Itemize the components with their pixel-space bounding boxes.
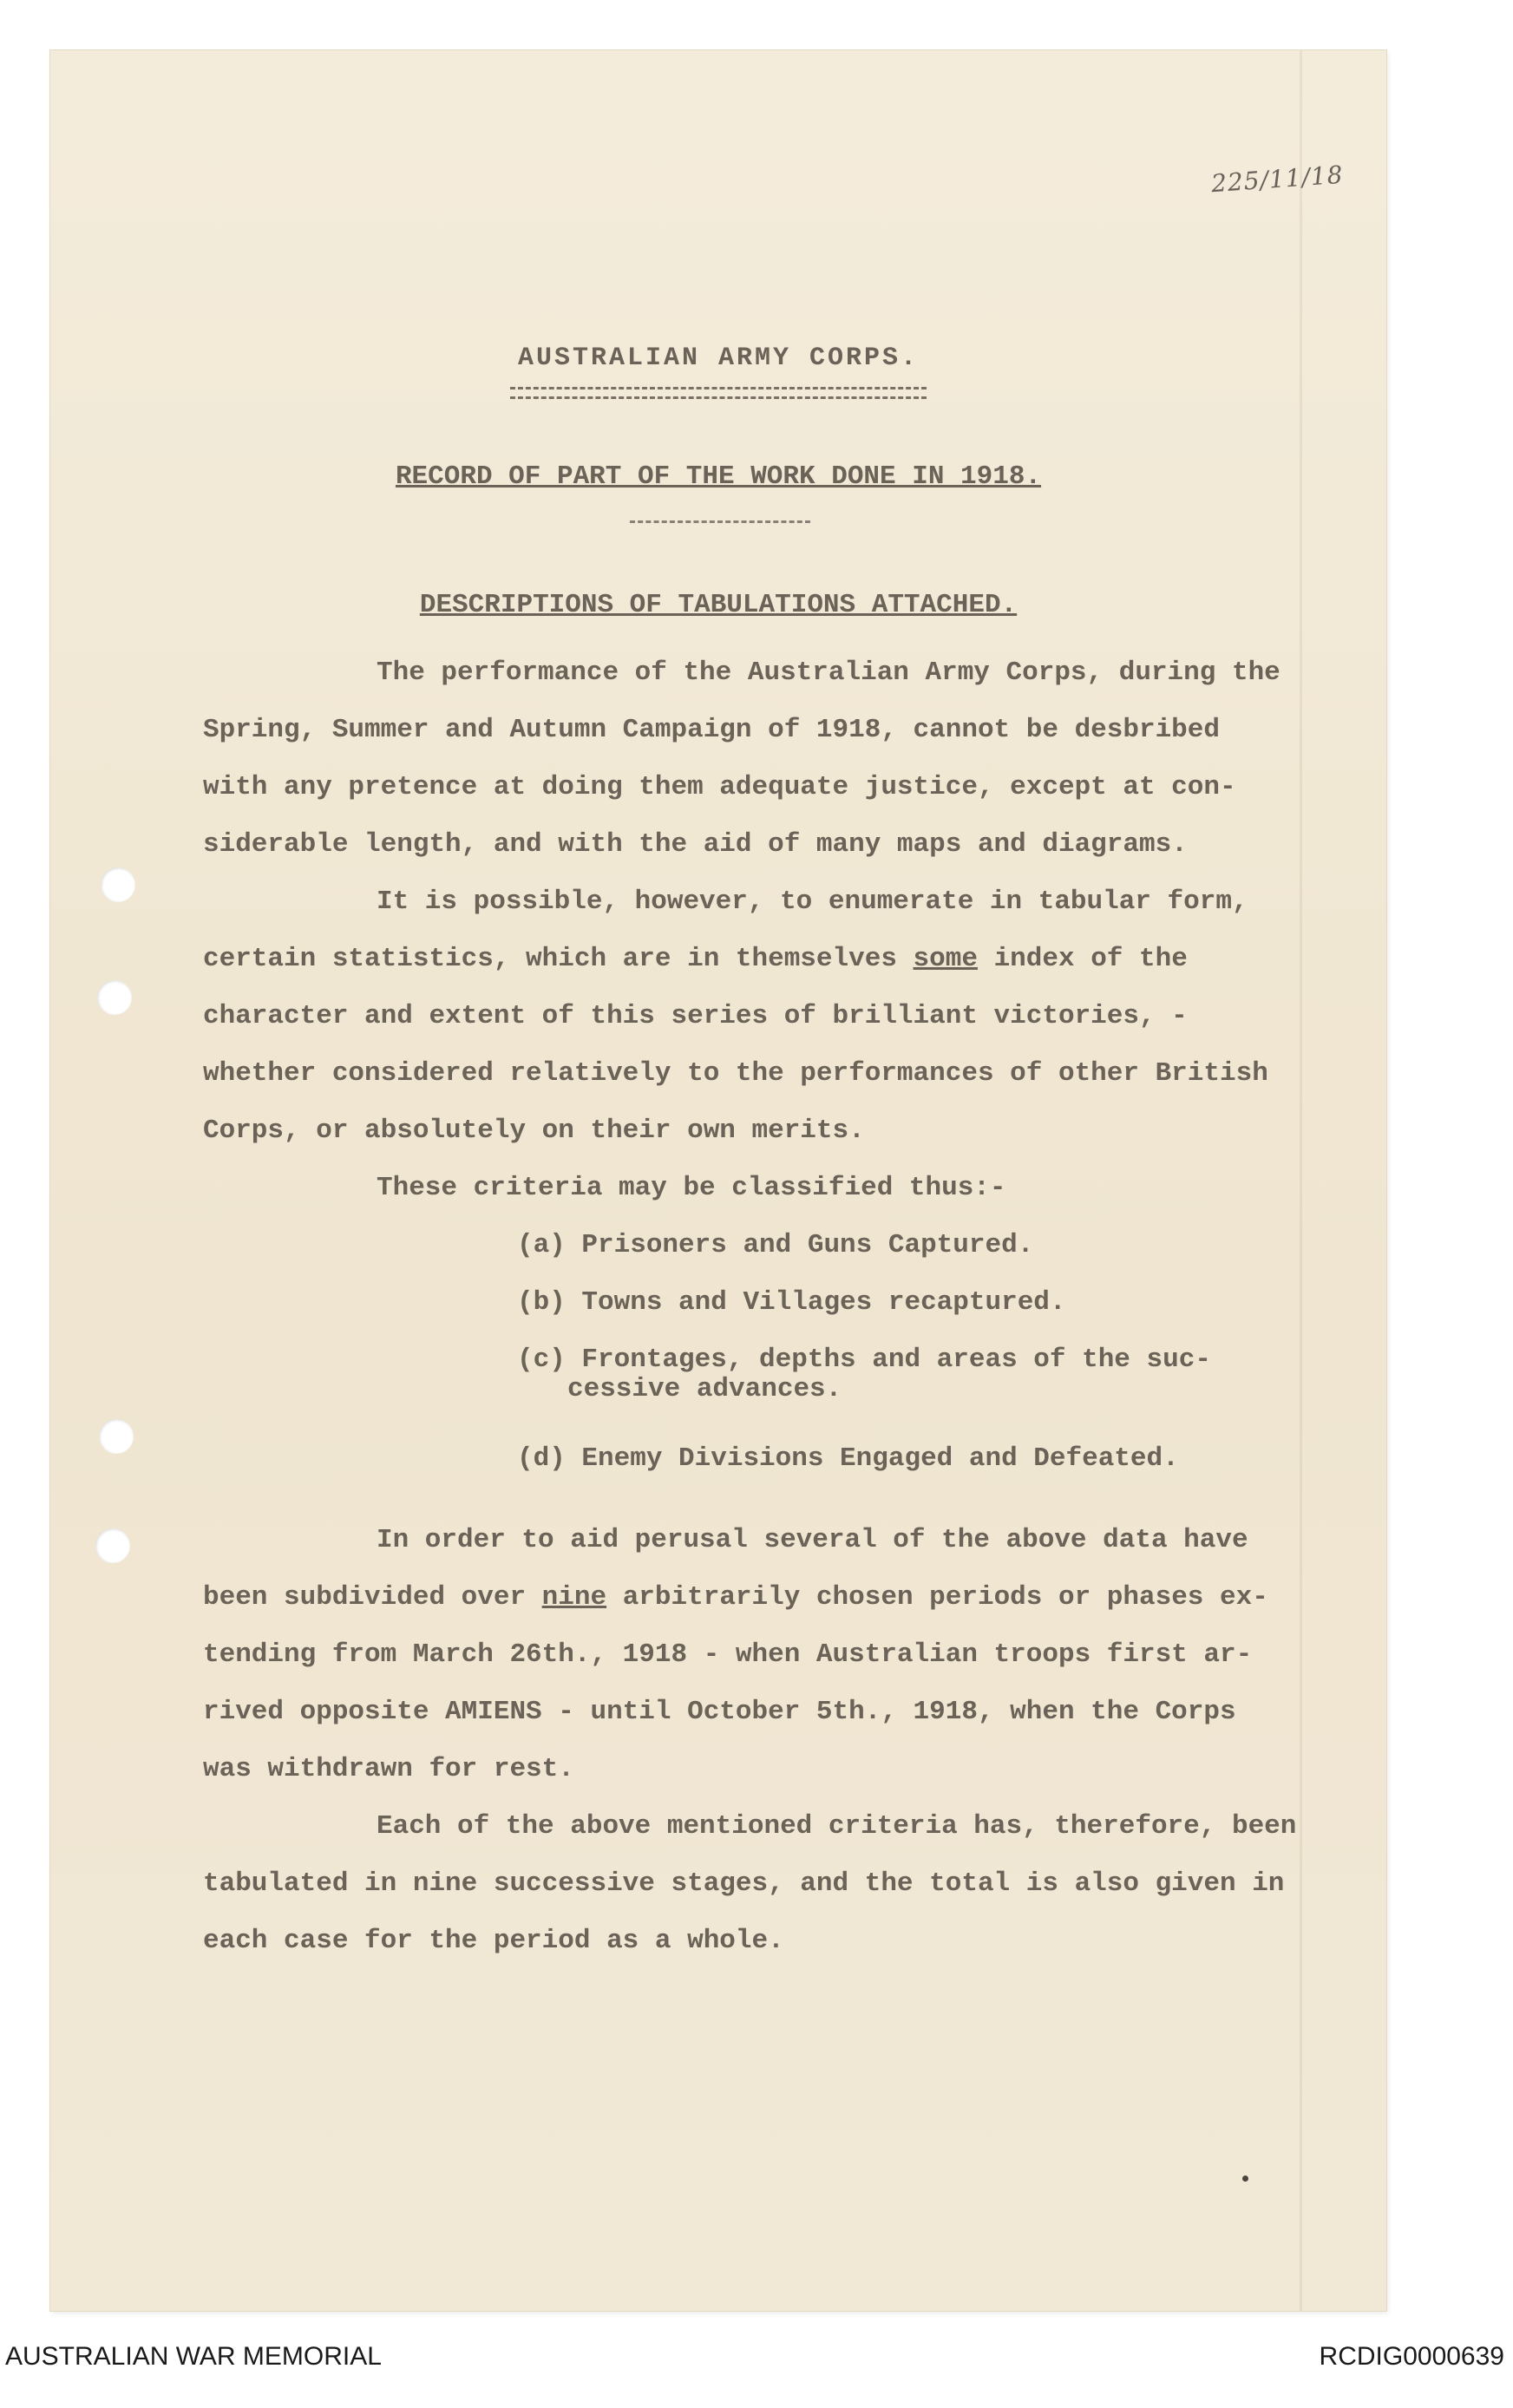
paragraph-line: Spring, Summer and Autumn Campaign of 1918, cannot be desbribed xyxy=(203,715,1220,745)
paragraph-line xyxy=(203,1582,1268,1613)
paragraph-line: It is possible, however, to enumerate in tabular form, xyxy=(377,887,1248,917)
paragraph-line xyxy=(203,944,1188,974)
criteria-item: (a) Prisoners and Guns Captured. xyxy=(517,1230,1034,1260)
text-segment: certain statistics, which are in themselves xyxy=(203,944,914,974)
document-page xyxy=(50,50,1386,2311)
ink-dot xyxy=(1242,2176,1248,2182)
punch-hole-1 xyxy=(101,867,135,902)
criteria-item: (c) Frontages, depths and areas of the suc- xyxy=(517,1345,1211,1375)
punch-hole-3 xyxy=(99,1419,134,1454)
paragraph-line: tabulated in nine successive stages, and the total is also given in xyxy=(203,1868,1285,1899)
paragraph-line: Each of the above mentioned criteria has, therefore, been xyxy=(377,1811,1297,1842)
criteria-item-continuation: cessive advances. xyxy=(567,1374,842,1404)
text-segment: arbitrarily chosen periods or phases ex- xyxy=(606,1582,1268,1613)
short-rule xyxy=(630,520,810,523)
footer-identifier: RCDIG0000639 xyxy=(1319,2342,1504,2371)
paragraph-line: siderable length, and with the aid of many maps and diagrams. xyxy=(203,829,1188,860)
underlined-word: some xyxy=(913,944,978,974)
text-segment: been subdivided over xyxy=(203,1582,542,1613)
criteria-intro: These criteria may be classified thus:- xyxy=(377,1173,1006,1203)
paragraph-line: character and extent of this series of brilliant victories, - xyxy=(203,1001,1188,1031)
paragraph-line: The performance of the Australian Army Corps, during the xyxy=(377,658,1280,688)
footer-institution: AUSTRALIAN WAR MEMORIAL xyxy=(5,2342,382,2371)
double-rule xyxy=(510,387,927,399)
text-segment: index of the xyxy=(977,944,1188,974)
paragraph-line: with any pretence at doing them adequate justice, except at con- xyxy=(203,772,1236,802)
paragraph-line: rived opposite AMIENS - until October 5th., 1918, when the Corps xyxy=(203,1697,1236,1727)
paragraph-line: each case for the period as a whole. xyxy=(203,1926,784,1956)
paragraph-line: Corps, or absolutely on their own merits. xyxy=(203,1116,865,1146)
paragraph-line: In order to aid perusal several of the above data have xyxy=(377,1525,1248,1555)
paragraph-line: tending from March 26th., 1918 - when Australian troops first ar- xyxy=(203,1639,1253,1670)
handwritten-reference: 225/11/18 xyxy=(1210,160,1345,199)
criteria-item: (b) Towns and Villages recaptured. xyxy=(517,1287,1066,1318)
heading-record: RECORD OF PART OF THE WORK DONE IN 1918. xyxy=(395,461,1042,492)
criteria-item: (d) Enemy Divisions Engaged and Defeated. xyxy=(517,1443,1179,1474)
heading-corps: AUSTRALIAN ARMY CORPS. xyxy=(517,344,920,373)
paragraph-line: was withdrawn for rest. xyxy=(203,1754,574,1784)
punch-hole-2 xyxy=(97,980,132,1015)
punch-hole-4 xyxy=(95,1528,130,1563)
heading-descriptions: DESCRIPTIONS OF TABULATIONS ATTACHED. xyxy=(419,590,1018,620)
paragraph-line: whether considered relatively to the performances of other British xyxy=(203,1058,1268,1089)
underlined-word: nine xyxy=(541,1582,607,1613)
